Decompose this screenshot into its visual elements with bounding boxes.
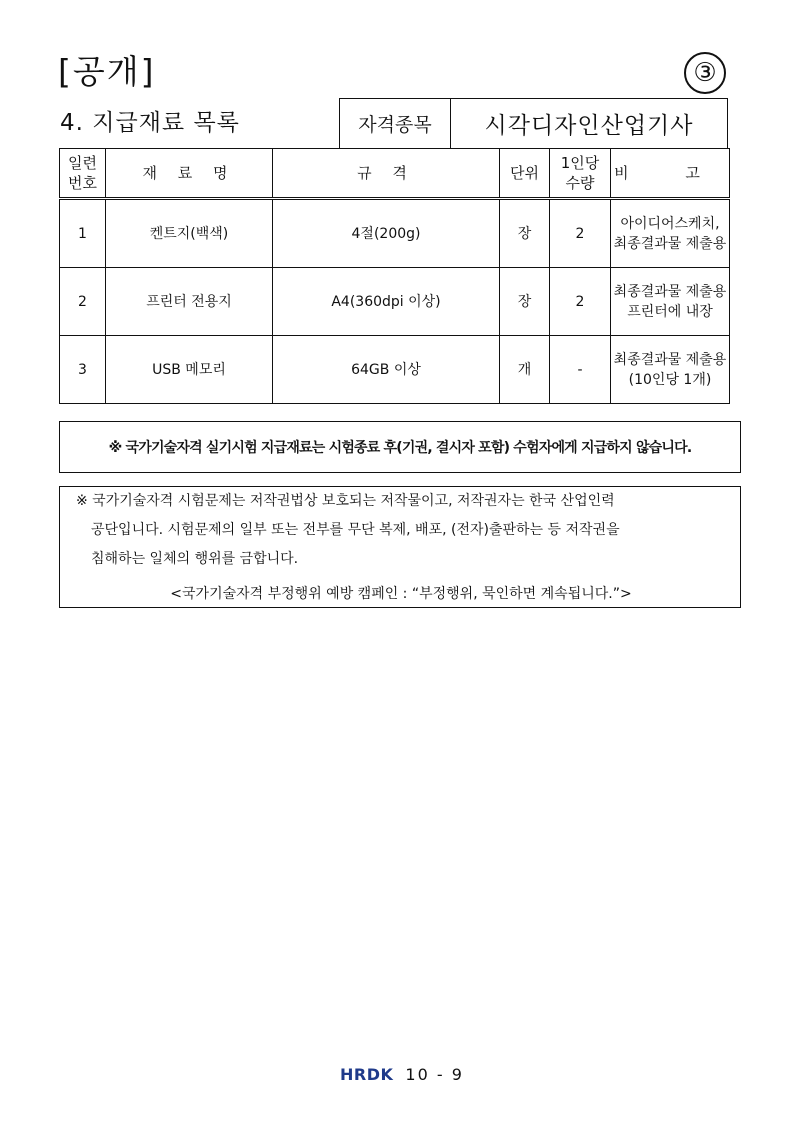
certification-value: 시각디자인산업기사 [484, 113, 694, 139]
copyright-line-3: 침해하는 일체의 행위를 금합니다. [91, 551, 299, 567]
row-spec: 4절(200g) [273, 199, 500, 268]
header-note: 비 고 [611, 149, 730, 199]
table-header-row [60, 149, 730, 199]
row-number: 1 [60, 199, 106, 268]
certification-label: 자격종목 [340, 99, 451, 148]
campaign-slogan: <국가기술자격 부정행위 예방 캠페인 : “부정행위, 묵인하면 계속됩니다.”> [170, 586, 632, 602]
table-row [60, 268, 730, 336]
header-unit: 단위 [500, 149, 550, 199]
header-serial-number [60, 149, 106, 199]
row-note [611, 199, 730, 268]
table-row [60, 336, 730, 404]
row-note-line2: (10인당 1개) [628, 371, 712, 388]
row-spec: 64GB 이상 [273, 336, 500, 404]
row-note [611, 336, 730, 404]
row-unit: 장 [500, 268, 550, 336]
row-note-line2: 프린터에 내장 [627, 303, 713, 320]
row-number: 3 [60, 336, 106, 404]
row-note-line2: 최종결과물 제출용 [613, 235, 727, 252]
page-number: 10 - 9 [405, 1065, 464, 1084]
row-material-name: 켄트지(백색) [106, 199, 273, 268]
row-quantity: - [550, 336, 611, 404]
row-material-name: 프린터 전용지 [106, 268, 273, 336]
row-unit: 장 [500, 199, 550, 268]
header-material-name: 재 료 명 [106, 149, 273, 199]
header-serial-line2: 번호 [68, 174, 97, 192]
row-quantity: 2 [550, 199, 611, 268]
copyright-paragraph [76, 487, 726, 574]
copyright-line-1: ※ 국가기술자격 시험문제는 저작권법상 보호되는 저작물이고, 저작권자는 한국 산업인력 [76, 493, 615, 509]
materials-table [59, 148, 730, 404]
header-quantity [550, 149, 611, 199]
row-unit: 개 [500, 336, 550, 404]
header-serial-line1: 일련 [68, 154, 97, 172]
row-note [611, 268, 730, 336]
copyright-notice-box [59, 486, 741, 608]
materials-return-notice: ※ 국가기술자격 실기시험 지급재료는 시험종료 후(기권, 결시자 포함) 수험자에게 지급하지 않습니다. [59, 421, 741, 473]
row-quantity: 2 [550, 268, 611, 336]
page-circle-number: ③ [684, 52, 726, 94]
header-quantity-line1: 1인당 [560, 154, 600, 172]
public-label: [공개] [58, 52, 156, 91]
table-row [60, 199, 730, 268]
copyright-line-2: 공단입니다. 시험문제의 일부 또는 전부를 무단 복제, 배포, (전자)출판하는 등 저작권을 [91, 522, 620, 538]
row-note-line1: 최종결과물 제출용 [613, 351, 727, 368]
header-spec: 규 격 [273, 149, 500, 199]
row-spec: A4(360dpi 이상) [273, 268, 500, 336]
page-footer [340, 1065, 464, 1084]
row-note-line1: 최종결과물 제출용 [613, 283, 727, 300]
row-material-name: USB 메모리 [106, 336, 273, 404]
row-note-line1: 아이디어스케치, [620, 215, 720, 232]
hrdk-logo: HRDK [340, 1065, 394, 1084]
section-title: 4. 지급재료 목록 [60, 110, 240, 136]
row-number: 2 [60, 268, 106, 336]
header-quantity-line2: 수량 [565, 174, 595, 192]
certification-box [339, 98, 728, 148]
